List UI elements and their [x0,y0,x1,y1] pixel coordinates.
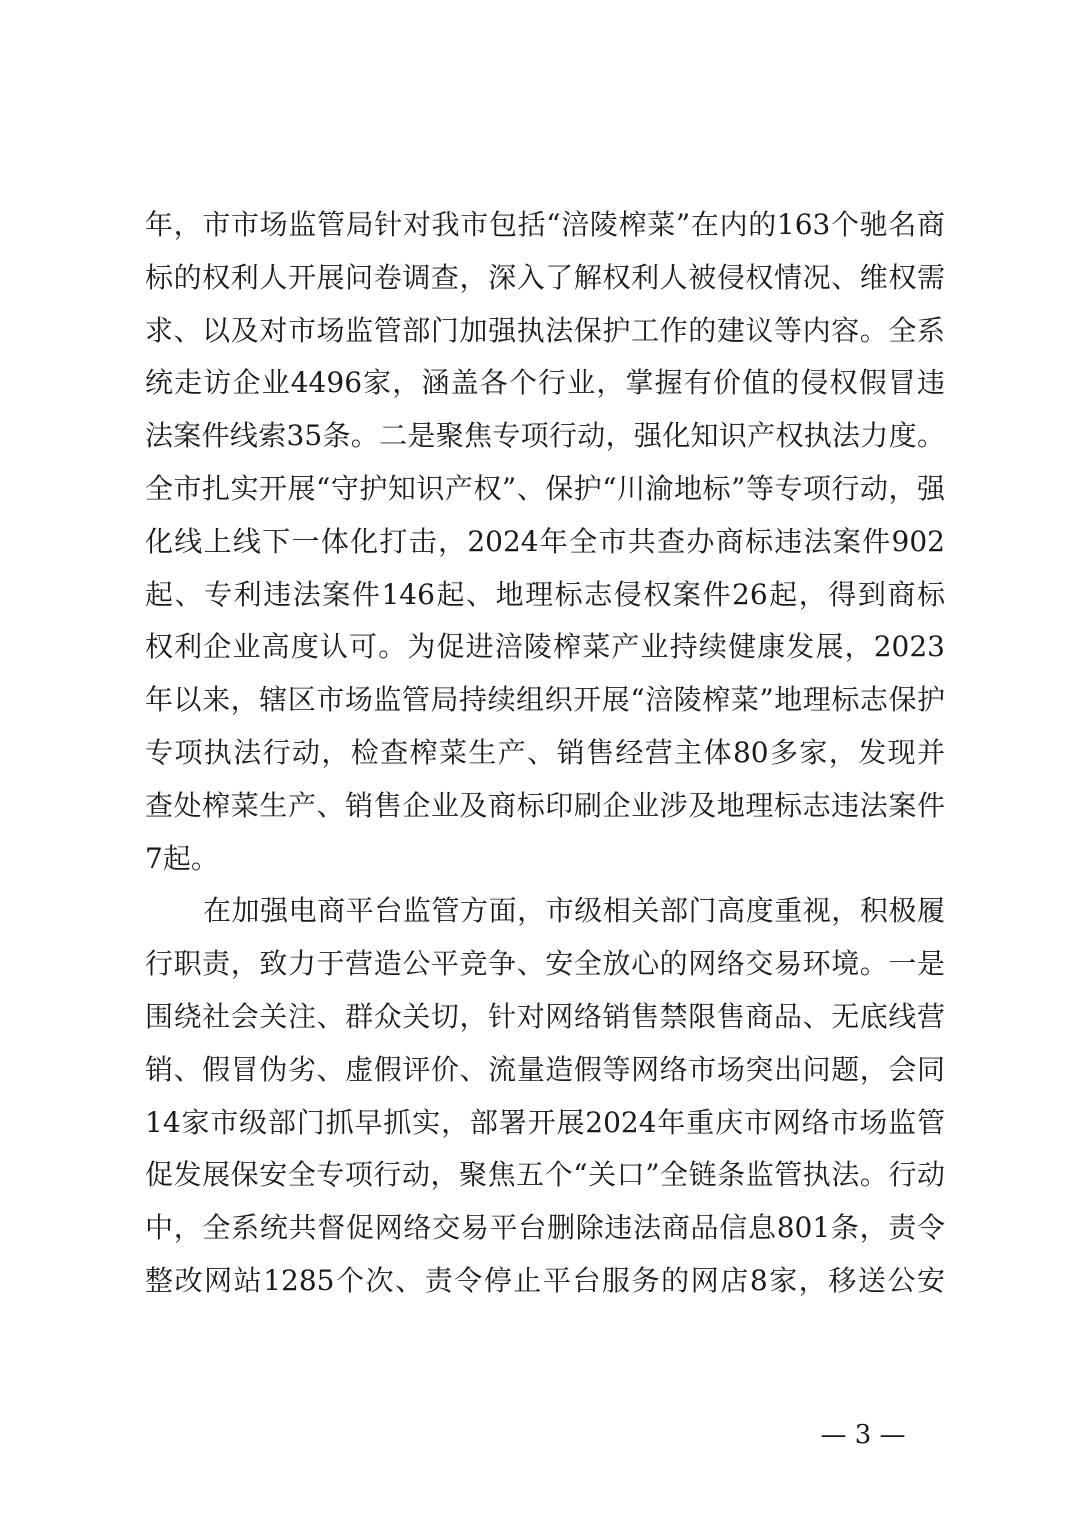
text-line: 化线上线下一体化打击，2024年全市共查办商标违法案件902 [145,524,945,558]
text-line: 促发展保安全专项行动，聚焦五个“关口”全链条监管执法。行动 [145,1158,945,1192]
text-line: 14家市级部门抓早抓实，部署开展2024年重庆市网络市场监管 [145,1105,945,1139]
text-line: 专项执法行动，检查榨菜生产、销售经营主体80多家，发现并 [145,735,945,769]
text-line: 统走访企业4496家，涵盖各个行业，掌握有价值的侵权假冒违 [145,366,945,400]
text-line: 行职责，致力于营造公平竞争、安全放心的网络交易环境。一是 [145,947,945,981]
text-line: 整改网站1285个次、责令停止平台服务的网店8家，移送公安 [145,1263,945,1297]
text-line: 年以来，辖区市场监管局持续组织开展“涪陵榨菜”地理标志保护 [145,683,945,717]
text-line: 法案件线索35条。二是聚焦专项行动，强化知识产权执法力度。 [145,419,945,453]
text-line: 围绕社会关注、群众关切，针对网络销售禁限售商品、无底线营 [145,999,945,1033]
text-line: 在加强电商平台监管方面，市级相关部门高度重视，积极履 [203,894,945,928]
text-line: 年，市市场监管局针对我市包括“涪陵榨菜”在内的163个驰名商 [145,208,945,241]
text-line: 7起。 [145,841,219,875]
text-line: 求、以及对市场监管部门加强执法保护工作的建议等内容。全系 [145,313,945,347]
text-line: 中，全系统共督促网络交易平台删除违法商品信息801条，责令 [145,1211,945,1245]
text-line: 权利企业高度认可。为促进涪陵榨菜产业持续健康发展，2023 [145,630,945,664]
text-line: 全市扎实开展“守护知识产权”、保护“川渝地标”等专项行动，强 [145,471,945,505]
text-line: 标的权利人开展问卷调查，深入了解权利人被侵权情况、维权需 [145,260,945,294]
text-line: 销、假冒伪劣、虚假评价、流量造假等网络市场突出问题，会同 [145,1052,945,1086]
page-number: — 3 — [820,1420,906,1450]
body-text [145,199,945,1308]
text-line: 查处榨菜生产、销售企业及商标印刷企业涉及地理标志违法案件 [145,788,945,822]
text-line: 起、专利违法案件146起、地理标志侵权案件26起，得到商标 [145,577,945,611]
